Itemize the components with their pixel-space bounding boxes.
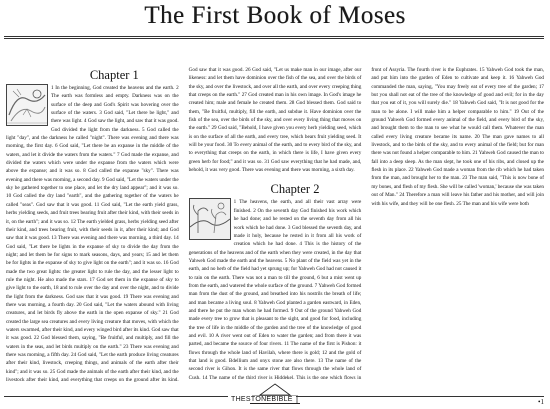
footer-logo-text: THESTONEBIBLE (228, 396, 296, 403)
page-number: •1 (538, 398, 544, 406)
page-title: The First Book of Moses (144, 2, 406, 29)
header-rule-top (4, 36, 544, 37)
chapter-heading: Chapter 1 (89, 68, 139, 82)
decorated-initial-image (189, 198, 231, 240)
decorated-initial-image (6, 84, 48, 126)
chapter-heading: Chapter 2 (270, 182, 320, 197)
header-rule-bottom (4, 38, 544, 39)
chapter-body: 1 The heavens, the earth, and all their vast array were finished. 2 On the seventh day God finished his work which he had done; and he rested on the seventh day from all his work which he had done. 3 God blessed the seventh day, and made it holy, because he rested in it from all his work of creation which he had done. 4 This is the history of the generations of the heavens and of the earth when they were created, in the day that Yahweh God made the earth and the heavens. 5 No plant of the field was yet in the earth, and no herb of the field had yet sprung up; for Yahweh God had not caused it to rain on the earth. There was not a man to till the ground, 6 but a mist went up from the earth, and watered the whole surface of the ground. 7 Yahweh God formed man from the dust of the ground, and breathed into his nostrils the breath of life; and man became a living soul. 8 Yahweh God planted a garden eastward, in Eden, and there he put the man whom he had formed. 9 Out of the ground Yahweh God made every tree to grow that is pleasant to the sight, and good for food, including the tree of life in the middle of the garden and the tree of the knowledge of good and evil. 10 A river went out of Eden to water the garden; and from there it was parted, and became the source of four rivers. 11 The name of the first is Pishon: it flows through the whole land of Havilah, where there is gold; 12 and the gold of that land is good. Bdellium and onyx stone are also there. 13 The name of the second river is Gihon. It is the same river that flows through the whole land of Cush. 14 The name of the third river is Hiddekel. This is the one which flows in front of Assyria. The fourth river is the Euphrates. 15 Yahweh God took the man, and put him into the garden of Eden to cultivate and keep it. 16 Yahweh God commanded the man, saying, "You may freely eat of every tree of the garden; 17 but you shall not eat of the tree of the knowledge of good and evil; for in the day that you eat of it, you will surely die." 18 Yahweh God said, "It is not good for the man to be alone. I will make him a helper comparable to him." 19 Out of the ground Yahweh God formed every animal of the field, and every bird of the sky, and brought them to the man to see what he would call them. Whatever the man called every living creature became its name. 20 The man gave names to all livestock, and to the birds of the sky, and to every animal of the field; but for man there was not found a helper comparable to him. 21 Yahweh God caused the man to fall into a deep sleep. As the man slept, he took one of his ribs, and closed up the flesh in its place. 22 Yahweh God made a woman from the rib which he had taken from the man, and brought her to the man. 23 The man said, "This is now bone of my bones, and flesh of my flesh. She will be called 'woman,' because she was taken out of Man." 24 Therefore a man will leave his father and his mother, and will join with his wife, and they will be one flesh. 25 The man and his wife were both (188, 67, 544, 381)
text-columns (6, 66, 544, 386)
chapter-body: 1 In the beginning, God created the heavens and the earth. 2 The earth was formless and empty. Darkness was on the surface of the deep and God's Spirit was hovering over the surface of the waters. 3 God said, "Let there be light," and there was light. 4 God saw the light, and saw that it was good. God divided the light from the darkness. 5 God called the light "day", and the darkness he called "night". There was evening and there was morning, the first day. 6 God said, "Let there be an expanse in the middle of the waters, and let it divide the waters from the waters." 7 God made the expanse, and divided the waters which were under the expanse from the waters which were above the expanse; and it was so. 8 God called the expanse "sky". There was evening and there was morning, a second day. 9 God said, "Let the waters under the sky be gathered together to one place, and let the dry land appear"; and it was so. 10 God called the dry land "earth", and the gathering together of the waters he called "seas". God saw that it was good. 11 God said, "Let the earth yield grass, herbs yielding seeds, and fruit trees bearing fruit after their kind, with their seeds in it, on the earth"; and it was so. 12 The earth yielded grass, herbs yielding seed after their kind, and trees bearing fruit, with their seeds in it, after their kind; and God saw that it was good. 13 There was evening and there was morning, a third day. 14 God said, "Let there be lights in the expanse of sky to divide the day from the night; and let them be for signs to mark seasons, days, and years; 15 and let them be for lights in the expanse of sky to give light on the earth"; and it was so. 16 God made the two great lights: the greater light to rule the day, and the lesser light to rule the night. He also made the stars. 17 God set them in the expanse of sky to give light to the earth, 18 and to rule over the day and over the night, and to divide the light from the darkness. God saw that it was good. 19 There was evening and there was morning, a fourth day. 20 God said, "Let the waters abound with living creatures, and let birds fly above the earth in the open expanse of sky." 21 God created the large sea creatures and every living creature that moves, with which the waters swarmed, after their kind, and every winged bird after its kind. God saw that it was good. 22 God blessed them, saying, "Be fruitful, and multiply, and fill the waters in the seas, and let birds multiply on the earth." 23 There was evening and there was morning, a fifth day. 24 God said, "Let the earth produce living creatures after their kind, livestock, creeping things, and animals of the earth after their kind"; and it was so. 25 God made the animals of the earth after their kind, and the livestock after their kind, and everything that creeps on the ground after its kind. God saw that it was good. 26 God said, "Let us make man in our image, after our likeness: and let them have dominion over the fish of the sea, and over the birds of the sky, and over the livestock, and over all the earth, and over every creeping thing that creeps on the earth." 27 God created man in his own image. In God's image he created him; male and female he created them. 28 God blessed them. God said to them, "Be fruitful, multiply, fill the earth, and subdue it. Have dominion over the fish of the sea, over the birds of the sky, and over every living thing that moves on the earth." 29 God said, "Behold, I have given you every herb yielding seed, which is on the surface of all the earth, and every tree, which bears fruit yielding seed. It will be your food. 30 To every animal of the earth, and to every bird of the sky, and to everything that creeps on the earth, in which there is life, I have given every green herb for food;" and it was so. 31 God saw everything that he had made, and, behold, it was very good. There was evening and there was morning, a sixth day. (6, 67, 362, 384)
